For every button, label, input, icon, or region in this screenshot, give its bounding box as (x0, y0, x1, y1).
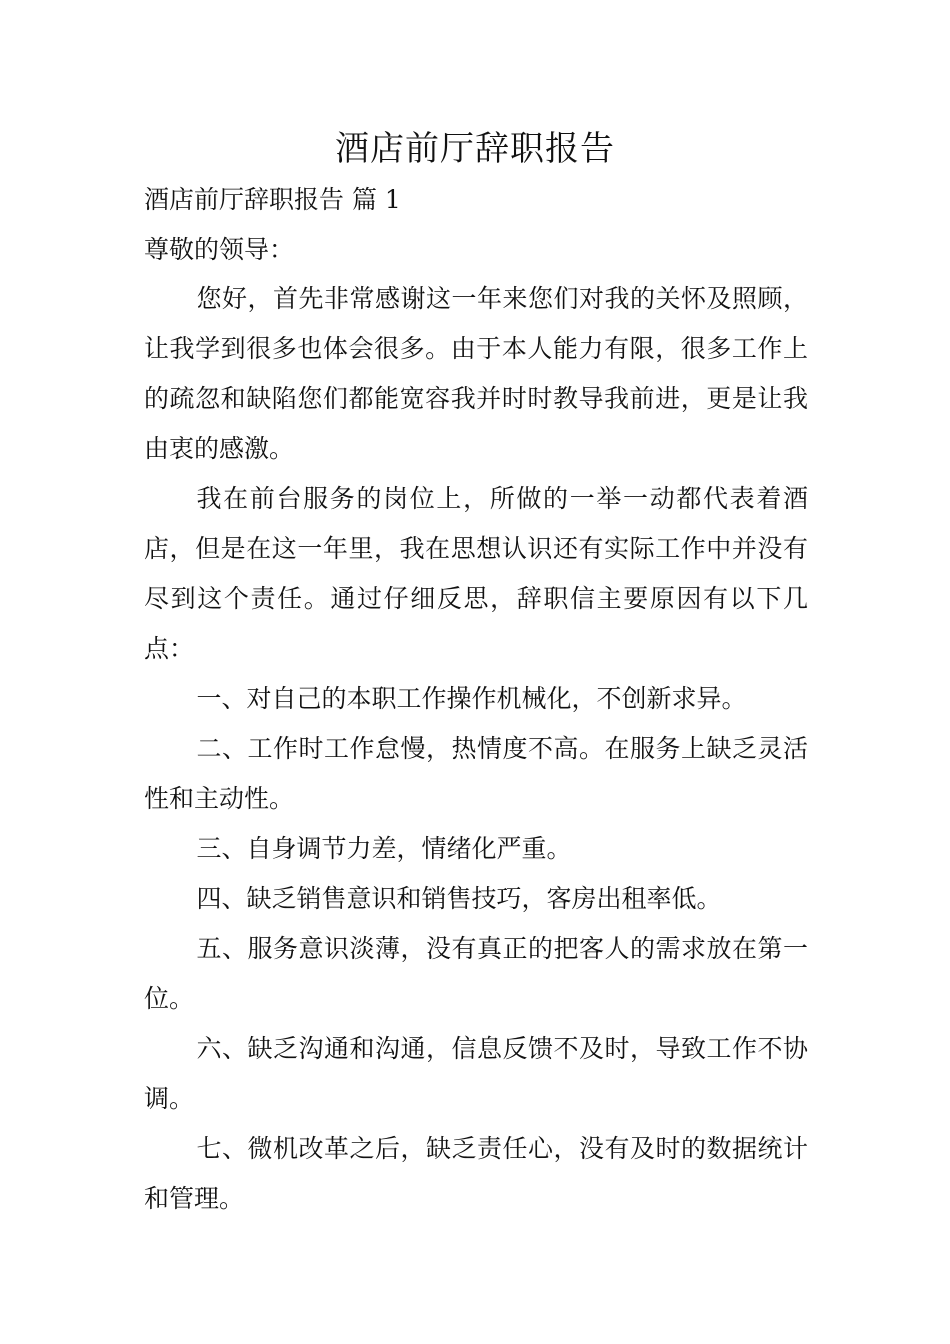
document-title: 酒店前厅辞职报告 (335, 129, 615, 169)
reason-item-6: 六、缺乏沟通和沟通，信息反馈不及时，导致工作不协调。 (144, 1034, 808, 1113)
reason-item-2: 二、工作时工作怠慢，热情度不高。在服务上缺乏灵活性和主动性。 (144, 734, 808, 813)
salutation: 尊敬的领导： (144, 235, 295, 264)
reason-item-1: 一、对自己的本职工作操作机械化，不创新求异。 (196, 684, 747, 713)
reason-item-3: 三、自身调节力差，情绪化严重。 (196, 834, 572, 863)
reason-item-5: 五、服务意识淡薄，没有真正的把客人的需求放在第一位。 (144, 934, 808, 1013)
paragraph-thanks: 您好，首先非常感谢这一年来您们对我的关怀及照顾，让我学到很多也体会很多。由于本人能力有限，很多工作上的疏忽和缺陷您们都能宽容我并时时教导我前进，更是让我由衷的感激。 (144, 284, 808, 463)
document-subtitle: 酒店前厅辞职报告 篇 1 (144, 185, 401, 214)
reason-item-7: 七、微机改革之后，缺乏责任心，没有及时的数据统计和管理。 (144, 1134, 808, 1213)
paragraph-reasons-intro: 我在前台服务的岗位上，所做的一举一动都代表着酒店，但是在这一年里，我在思想认识还有实际工作中并没有尽到这个责任。通过仔细反思，辞职信主要原因有以下几点： (144, 484, 808, 663)
reason-item-4: 四、缺乏销售意识和销售技巧，客房出租率低。 (196, 884, 722, 913)
